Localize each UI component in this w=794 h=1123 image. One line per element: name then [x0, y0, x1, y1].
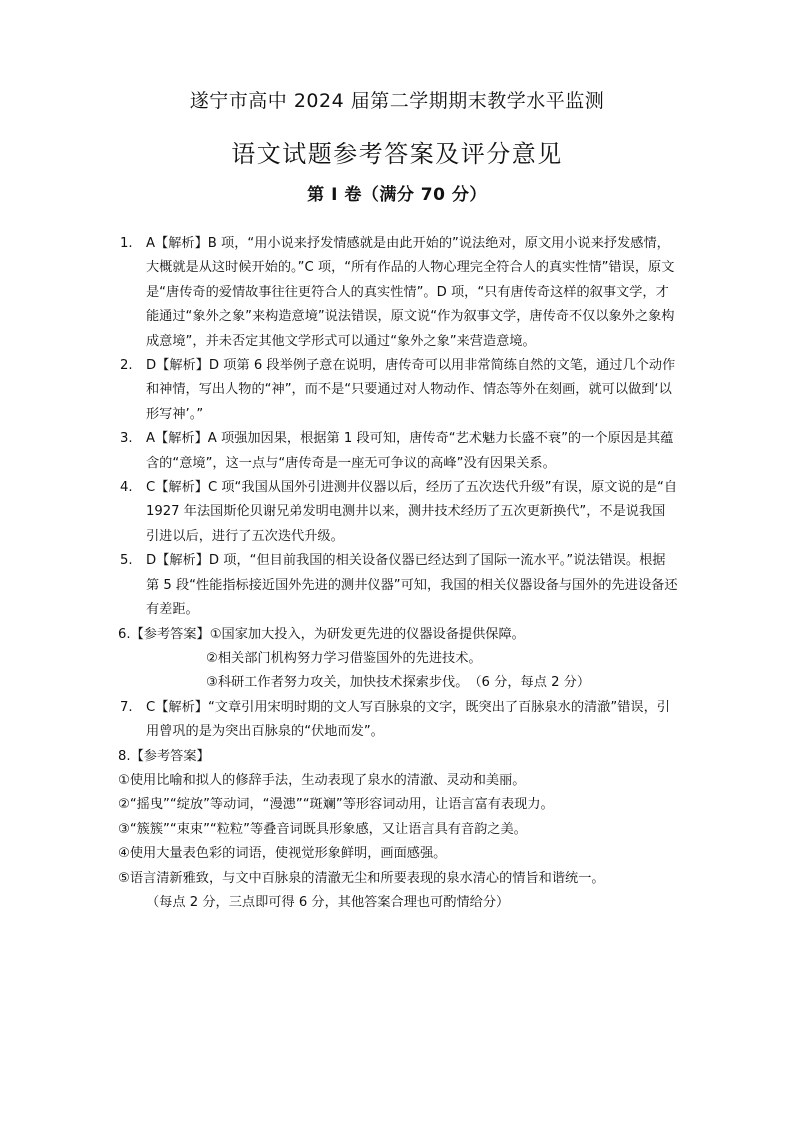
- item-text: C【解析】C 项“我国从国外引进测井仪器以后，经历了五次迭代升级”有误，原文说的是“自 1927 年法国斯伦贝谢兄弟发明电测井以来，测井技术经历了五次更新换代”，不是说我国引进以后，进行了五次迭代升级。: [146, 480, 678, 544]
- q8-heading: 8.【参考答案】: [118, 748, 210, 764]
- item-number: 5.: [120, 553, 133, 569]
- q8-point-1: ①使用比喻和拟人的修辞手法，生动表现了泉水的清澈、灵动和美丽。: [118, 772, 526, 788]
- item-text: C【解析】“文章引用宋明时期的文人写百脉泉的文字，既突出了百脉泉水的清澈”错误，引用曾巩的是为突出百脉泉的“伏地而发”。: [146, 699, 670, 740]
- answer-item-6: [118, 623, 678, 696]
- answer-item-4: [118, 476, 678, 549]
- item-number: 3.: [120, 431, 133, 447]
- item-text: A【解析】A 项强加因果，根据第 1 段可知，唐传奇“艺术魅力长盛不衰”的一个原因是其蕴含的“意境”，这一点与“唐传奇是一座无可争议的高峰”没有因果关系。: [146, 431, 674, 471]
- answer-item-3: [118, 427, 678, 476]
- item-text: A【解析】B 项，“用小说来抒发情感就是由此开始的”说法绝对，原文用小说来抒发感情，大概就是从这时候开始的。”C 项，“所有作品的人物心理完全符合人的真实性情”错误，原文是“唐传奇的爱情故事往往更符合人的真实性情”。D 项，“只有唐传奇这样的叙事文学，才能通过“象外之象”来构造意境”说法错误，原文说“作为叙事文学，唐传奇不仅以象外之象构成意境”，并未否定其他文学形式可以通过“象外之象”来营造意境。: [146, 236, 675, 349]
- answer-item-5: [118, 549, 678, 622]
- document-title: 语文试题参考答案及评分意见: [231, 140, 563, 168]
- answer-item-1: [118, 232, 678, 354]
- exam-header: 遂宁市高中 2024 届第二学期期末教学水平监测: [189, 90, 605, 112]
- answer-item-7: [118, 696, 678, 745]
- q8-point-3: ③“簇簇”“束束”“粒粒”等叠音词既具形象感，又让语言具有音韵之美。: [118, 821, 527, 837]
- item-number: 4.: [120, 480, 133, 496]
- item-number: 7.: [120, 699, 133, 715]
- answer-item-8: [118, 745, 678, 916]
- q8-score-note: （每点 2 分，三点即可得 6 分，其他答案合理也可酌情给分）: [146, 894, 510, 910]
- q6-line-3: ③科研工作者努力攻关，加快技术探索步伐。 （6 分，每点 2 分）: [206, 675, 591, 691]
- q6-line-1: 6.【参考答案】①国家加大投入，为研发更先进的仪器设备提供保障。: [118, 626, 525, 642]
- q8-point-2: ②“摇曳”“绽放”等动词，“漫漶”“斑斓”等形容词动用，让语言富有表现力。: [118, 797, 554, 813]
- q8-point-5: ⑤语言清新雅致，与文中百脉泉的清澈无尘和所要表现的泉水清心的情旨和谐统一。: [118, 870, 605, 886]
- q6-line-2: ②相关部门机构努力学习借鉴国外的先进技术。: [206, 650, 482, 666]
- q8-point-4: ④使用大量表色彩的词语，使视觉形象鲜明，画面感强。: [118, 846, 447, 862]
- item-text: D【解析】D 项第 6 段举例子意在说明，唐传奇可以用非常简练自然的文笔，通过几个动作和神情，写出人物的“神”，而不是“只要通过对人物动作、情态等外在刻画，就可以做到‘以形写神’。”: [146, 358, 676, 422]
- item-number: 1.: [120, 236, 133, 251]
- answer-item-2: [118, 354, 678, 427]
- answer-body: [118, 232, 678, 915]
- item-number: 2.: [120, 358, 133, 374]
- section-title: 第 Ⅰ 卷（满分 70 分）: [307, 185, 487, 205]
- item-text: D【解析】D 项，“但目前我国的相关设备仪器已经达到了国际一流水平。”说法错误。根据第 5 段“性能指标接近国外先进的测井仪器”可知，我国的相关仪器设备与国外的先进设备还有差距。: [146, 553, 678, 618]
